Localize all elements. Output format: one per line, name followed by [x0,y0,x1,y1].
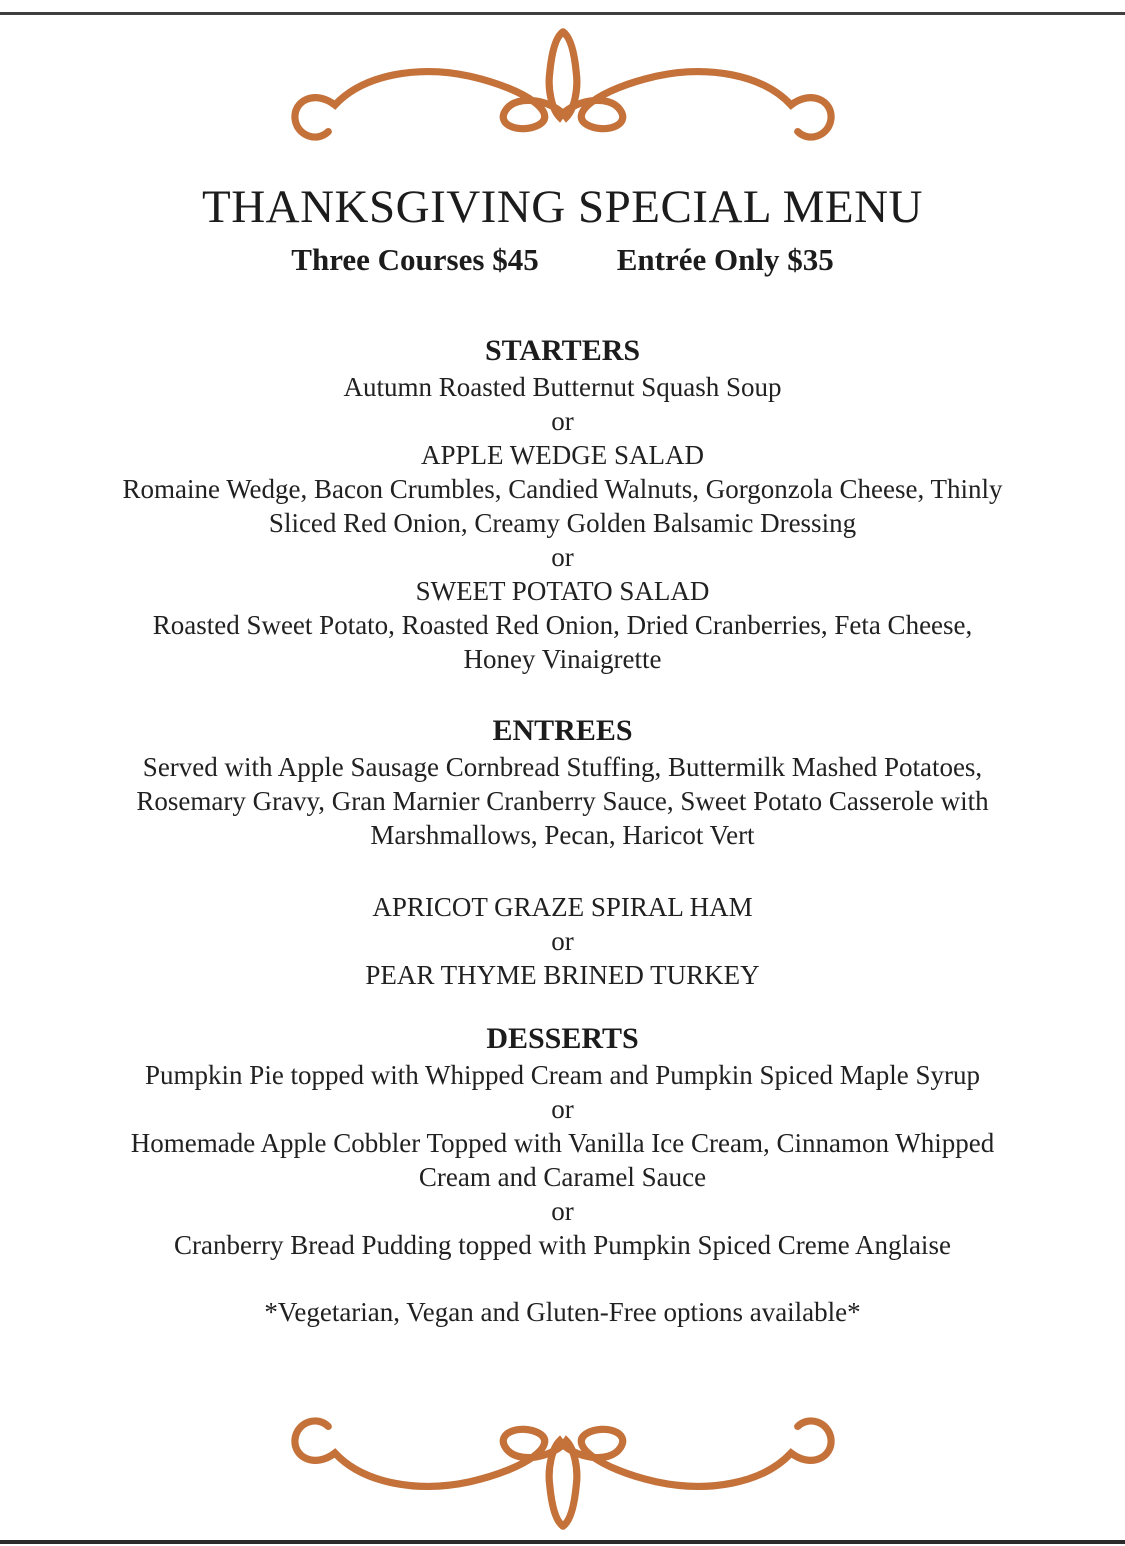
or-separator: or [551,1094,574,1124]
photo-edge-top [0,12,1125,15]
section-heading-entrees: ENTREES [492,714,633,747]
section-heading-starters: STARTERS [484,334,641,367]
flourish-divider-top [253,12,873,167]
menu-line: Served with Apple Sausage Cornbread Stuffing, Buttermilk Mashed Potatoes, [142,752,983,782]
pricing-three-courses: Three Courses $45 [291,242,539,277]
menu-item-name: PEAR THYME BRINED TURKEY [365,960,760,990]
menu-line: Sliced Red Onion, Creamy Golden Balsamic Dressing [268,508,857,538]
menu-line: Pumpkin Pie topped with Whipped Cream and Pumpkin Spiced Maple Syrup [145,1060,980,1090]
flourish-divider-bottom [253,1391,873,1546]
calligraphic-flourish-icon [253,1391,873,1546]
menu-line: Autumn Roasted Butternut Squash Soup [343,372,782,402]
menu-item-name: APPLE WEDGE SALAD [421,440,704,470]
or-separator: or [551,926,574,956]
menu-line: Romaine Wedge, Bacon Crumbles, Candied Walnuts, Gorgonzola Cheese, Thinly [122,474,1003,504]
menu-line: Rosemary Gravy, Gran Marnier Cranberry Sauce, Sweet Potato Casserole with [136,786,989,816]
starters-section [53,370,1073,676]
or-separator: or [551,406,574,436]
menu-line: Honey Vinaigrette [463,644,662,674]
desserts-section [53,1058,1073,1262]
section-heading-desserts: DESSERTS [486,1022,639,1055]
menu-line: Marshmallows, Pecan, Haricot Vert [370,820,755,850]
menu-line: Cranberry Bread Pudding topped with Pumpkin Spiced Creme Anglaise [174,1230,951,1260]
menu-page [0,12,1125,1546]
or-separator: or [551,542,574,572]
or-separator: or [551,1196,574,1226]
photo-edge-bottom [0,1540,1125,1544]
menu-line: Roasted Sweet Potato, Roasted Red Onion, Dried Cranberries, Feta Cheese, [152,610,973,640]
entrees-section [53,750,1073,992]
calligraphic-flourish-icon [253,12,873,167]
pricing-entree-only: Entrée Only $35 [616,242,834,277]
menu-title: THANKSGIVING SPECIAL MENU [202,181,923,233]
menu-line: Cream and Caramel Sauce [418,1162,707,1192]
menu-item-name: APRICOT GRAZE SPIRAL HAM [372,892,753,922]
dietary-options-footnote: *Vegetarian, Vegan and Gluten-Free options available* [264,1297,861,1327]
menu-line: Homemade Apple Cobbler Topped with Vanilla Ice Cream, Cinnamon Whipped [130,1128,995,1158]
menu-item-name: SWEET POTATO SALAD [415,576,710,606]
pricing-row [0,241,1125,279]
